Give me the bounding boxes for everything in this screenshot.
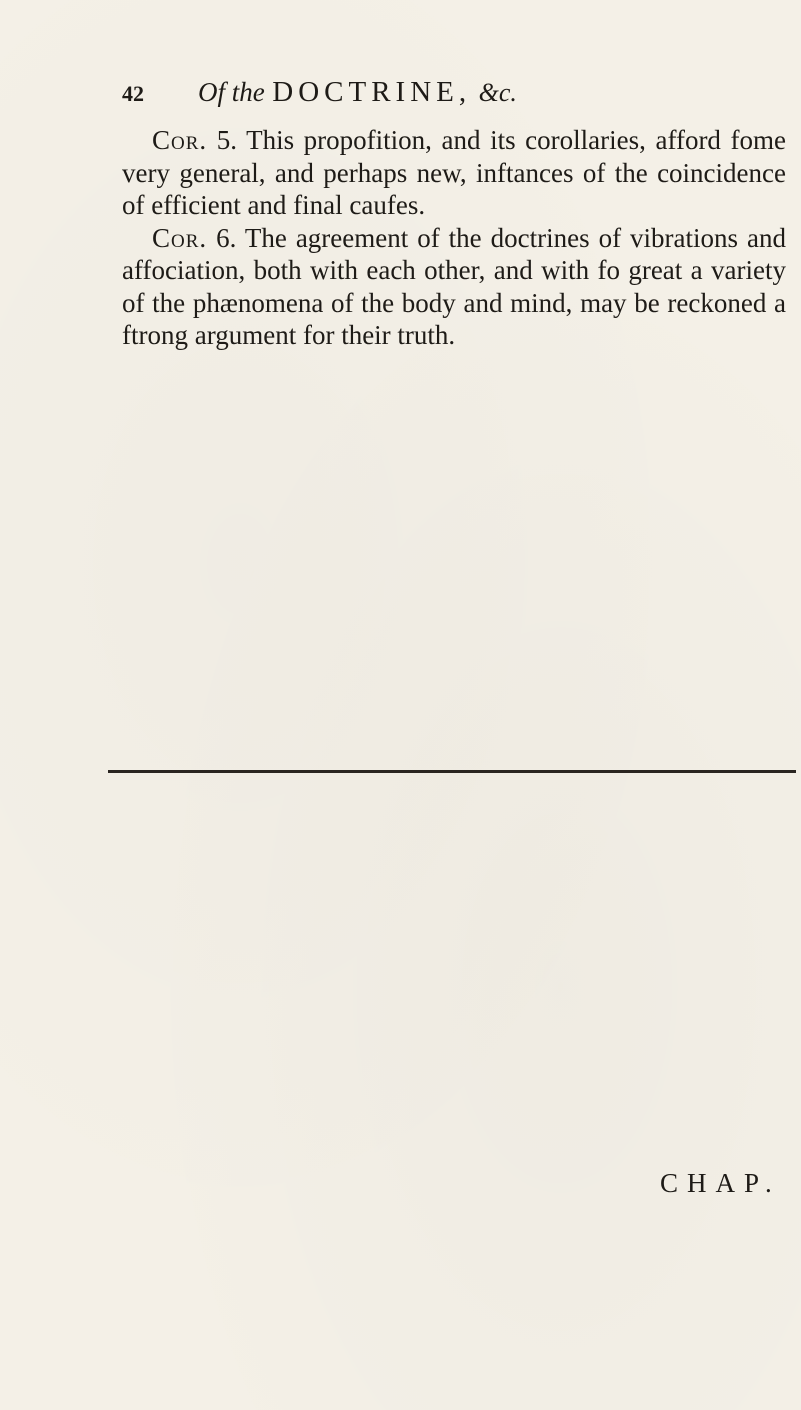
page-number: 42 [122,81,144,106]
corollary-label: Cor. [152,222,208,253]
running-head [122,72,722,112]
running-head-suffix: &c. [478,78,517,107]
section-divider-rule [108,770,796,773]
corollary-text: 6. The agreement of the doctrines of vibrations and affociation, both with each other, and with fo great a variety of the phænomena of the body and mind, may be reckoned a ftrong argument for their truth. [122,222,786,350]
body-text [122,124,786,352]
corollary-5-paragraph [122,124,786,222]
corollary-6-paragraph [122,222,786,352]
running-head-title: DOCTRINE, [272,76,472,108]
running-head-prefix: Of the [198,77,265,107]
corollary-label: Cor. [152,125,208,155]
catchword: CHAP. [660,1168,781,1198]
corollary-text: 5. This propofition, and its corollaries, afford fome very general, and perhaps new, inftances of the coincidence of efficient and final caufes. [122,125,786,220]
